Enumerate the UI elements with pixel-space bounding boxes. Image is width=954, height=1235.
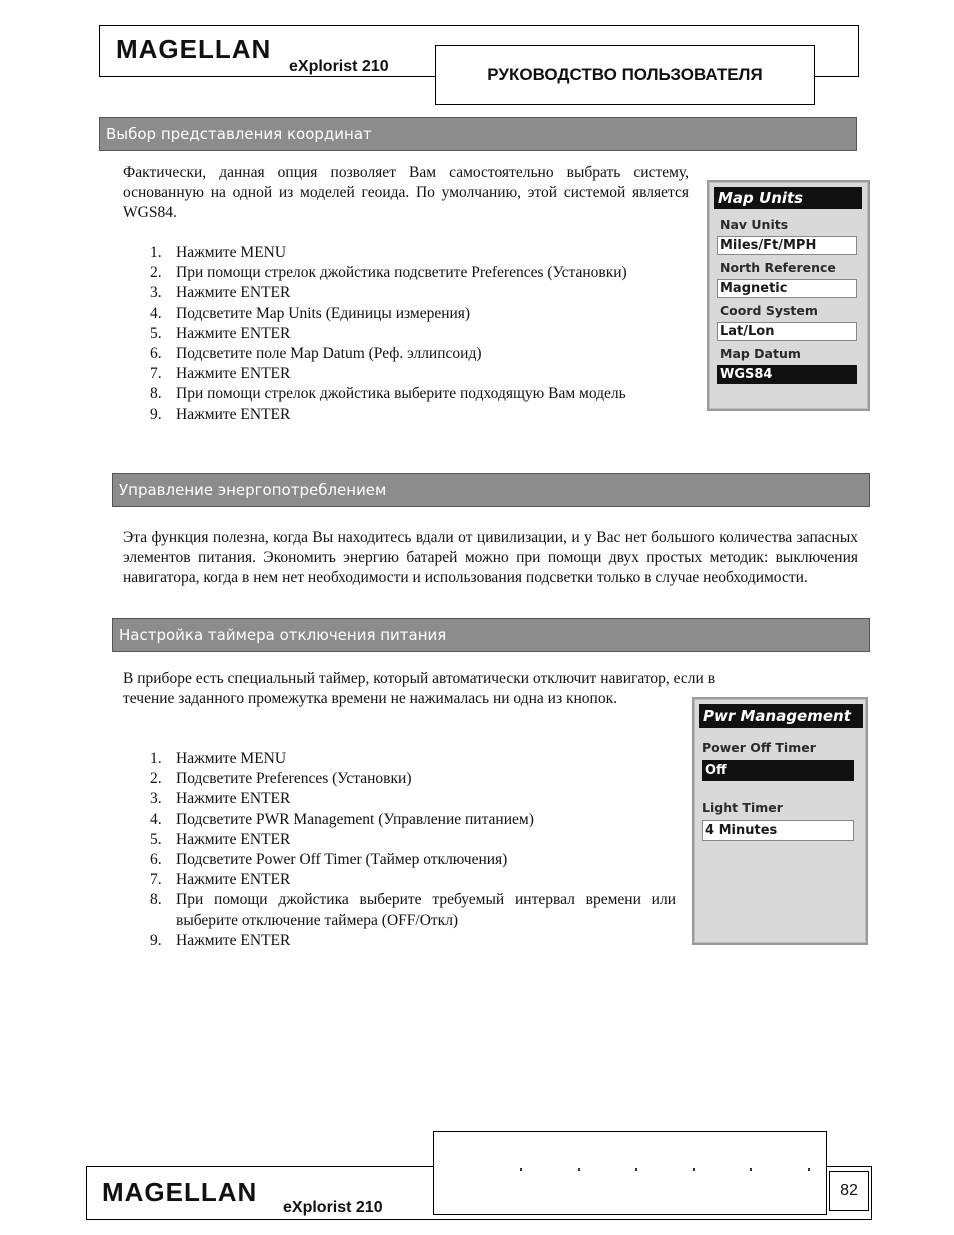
header-brand-logo: MAGELLAN [116,34,272,64]
section-heading-coordinates: Выбор представления координат [99,117,857,151]
section3-intro-rest: течение заданного промежутка времени не нажималась ни одна из кнопок. [123,690,617,707]
footer-scan-artifacts [520,1168,810,1172]
light-timer-field: 4 Minutes [702,820,854,841]
power-off-timer-field: Off [702,760,854,781]
list-item: 1. Нажмите MENU [150,244,287,261]
map-datum-field: WGS84 [717,365,857,384]
list-item: 6. Подсветите Power Off Timer (Таймер отключения) [150,851,508,869]
map-datum-label: Map Datum [720,346,801,361]
section-heading-timer: Настройка таймера отключения питания [112,618,870,652]
north-reference-field: Magnetic [717,279,857,298]
screen-title: Pwr Management [699,704,863,728]
list-item: 4. Подсветите PWR Management (Управление питанием) [150,810,534,828]
list-item: 5. Нажмите ENTER [150,324,291,342]
nav-units-label: Nav Units [720,217,789,232]
coord-system-field: Lat/Lon [717,322,857,341]
section1-intro: Фактически, данная опция позволяет Вам самостоятельно выбрать систему, основанную на одной из моделей геоида. По умолчанию, этой системой является WGS84. [123,164,689,221]
list-item: 3. Нажмите ENTER [150,284,291,302]
section3-steps [123,749,676,951]
footer-model-name: eXplorist 210 [283,1199,383,1216]
section-heading-power: Управление энергопотреблением [112,473,870,507]
north-reference-label: North Reference [720,260,836,275]
list-item: 8. При помощи стрелок джойстика выберите подходящую Вам модель [150,385,626,403]
document-title: РУКОВОДСТВО ПОЛЬЗОВАТЕЛЯ [435,45,815,105]
power-off-timer-label: Power Off Timer [702,740,816,755]
list-item: 3. Нажмите ENTER [150,790,291,808]
section1-steps [123,243,689,425]
footer-brand-logo: MAGELLAN [102,1177,258,1207]
nav-units-field: Miles/Ft/MPH [717,236,857,255]
list-item: 9. Нажмите ENTER [150,931,291,949]
section3-intro-line: В приборе есть специальный таймер, который автоматически отключит навигатор, если в [123,670,716,687]
list-item: 1. Нажмите MENU [150,750,287,767]
light-timer-label: Light Timer [702,800,783,815]
list-item: 5. Нажмите ENTER [150,830,291,848]
section2-text: Эта функция полезна, когда Вы находитесь вдали от цивилизации, и у Вас нет большого количества запасных элементов питания. Экономить энергию батарей можно при помощи двух простых методик: выключения навигатора, когда в нем нет необходимости и использования подсветки только в случае необходимости. [123,529,858,586]
screen-title: Map Units [714,187,862,209]
pwr-management-screenshot [692,697,868,945]
map-units-screenshot [707,180,870,411]
coord-system-label: Coord System [720,303,818,318]
footer-center-strip [433,1192,827,1215]
list-item: 8. При помощи джойстика выберите требуемый интервал времени или выберите отключение таймера (OFF/Откл) [150,891,676,929]
list-item: 2. Подсветите Preferences (Установки) [150,770,412,788]
list-item: 9. Нажмите ENTER [150,405,291,423]
list-item: 7. Нажмите ENTER [150,871,291,889]
header-model-name: eXplorist 210 [289,58,389,75]
list-item: 4. Подсветите Map Units (Единицы измерения) [150,304,471,322]
footer-center-box [433,1131,827,1194]
list-item: 2. При помощи стрелок джойстика подсветите Preferences (Установки) [150,264,627,282]
list-item: 6. Подсветите поле Map Datum (Реф. эллипсоид) [150,345,482,363]
list-item: 7. Нажмите ENTER [150,365,291,383]
page-number: 82 [829,1171,869,1211]
